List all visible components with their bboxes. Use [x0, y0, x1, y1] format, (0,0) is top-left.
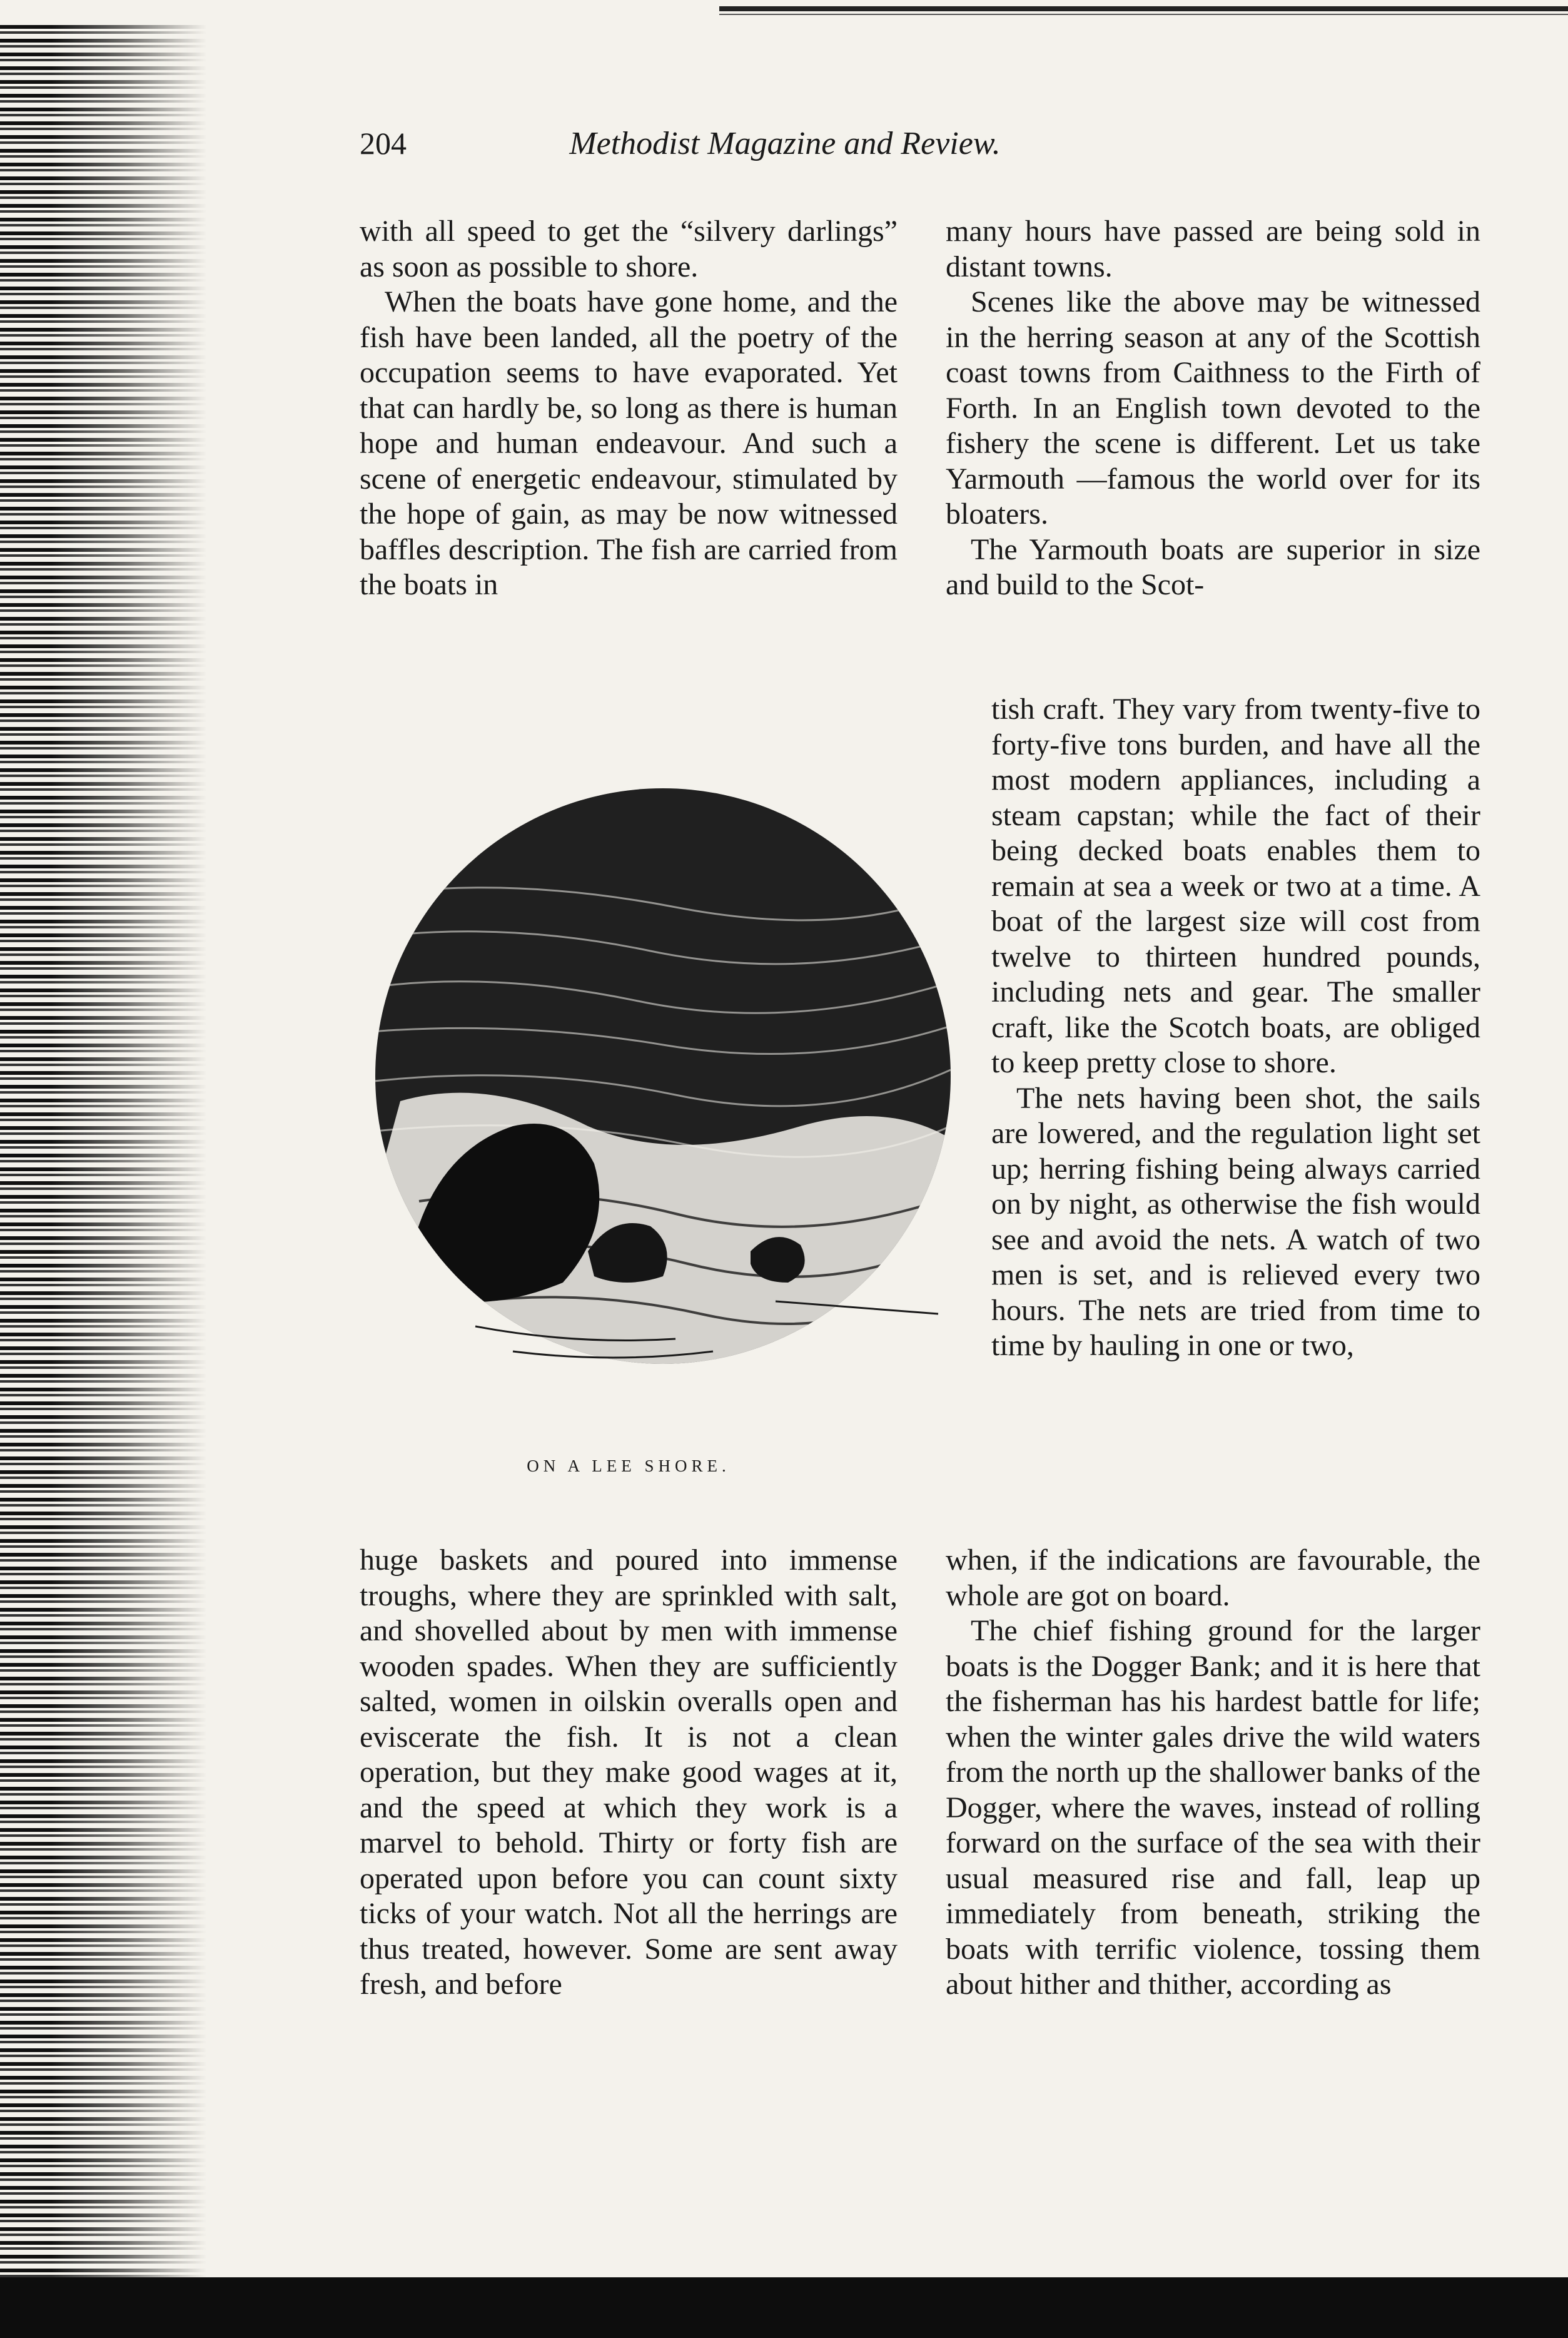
right-column-top	[946, 214, 1480, 603]
right-column-narrow	[991, 692, 1480, 1364]
paragraph: The nets having been shot, the sails are lowered, and the regulation light set up; herring fishing being always carried on by night, as otherwise the fish would see and avoid the nets. A watch of two men is set, and is relieved every two hours. The nets are tried from time to time by hauling in one or two,	[991, 1081, 1480, 1362]
top-rule-thin	[719, 14, 1568, 15]
scanned-binding-edge	[0, 25, 206, 2334]
right-column-bottom	[946, 1543, 1480, 2003]
paragraph: Scenes like the above may be witnessed in the herring season at any of the Scottish coast towns from Caithness to the Firth of Forth. In an English town devoted to the fishery the scene is different. Let us take Yarmouth —famous the world over for its bloaters.	[946, 285, 1480, 531]
scanned-bottom-edge	[0, 2277, 1568, 2338]
paragraph: when, if the indications are favourable, the whole are got on board.	[946, 1543, 1480, 1612]
left-column-top	[360, 214, 898, 603]
page-header	[360, 125, 1210, 175]
paragraph: When the boats have gone home, and the fish have been landed, all the poetry of the occupation seems to have evaporated. Yet that can hardly be, so long as there is human hope and human endeavour. And such a scene of energetic endeavour, stimulated by the hope of gain, as may be now witnessed baffles description. The fish are carried from the boats in	[360, 285, 898, 601]
paragraph: tish craft. They vary from twenty-five to forty-five tons burden, and have all the most modern appliances, including a steam capstan; while the fact of their being decked boats enables them to remain at sea a week or two at a time. A boat of the largest size will cost from twelve to thirteen hundred pounds, including nets and gear. The smaller craft, like the Scotch boats, are obliged to keep pretty close to shore.	[991, 693, 1480, 1079]
top-rule	[719, 6, 1568, 11]
paragraph: with all speed to get the “silvery darlings” as soon as possible to shore.	[360, 215, 898, 283]
paragraph: many hours have passed are being sold in distant towns.	[946, 215, 1480, 283]
lee-shore-illustration	[325, 751, 976, 1376]
paragraph: huge baskets and poured into immense troughs, where they are sprinkled with salt, and shovelled about by men with immense wooden spades. When they are sufficiently salted, women in oilskin overalls open and eviscerate the fish. It is not a clean operation, but they make good wages at it, and the speed at which they work is a marvel to behold. Thirty or forty fish are operated upon before you can count sixty ticks of your watch. Not all the herrings are thus treated, however. Some are sent away fresh, and before	[360, 1543, 898, 2001]
paragraph: The Yarmouth boats are superior in size and build to the Scot-	[946, 532, 1480, 601]
illustration-caption: ON A LEE SHORE.	[527, 1456, 731, 1475]
paragraph: The chief fishing ground for the larger boats is the Dogger Bank; and it is here that the fisherman has his hardest battle for life; when the winter gales drive the wild waters from the north up the shallower banks of the Dogger, where the waves, instead of rolling forward on the surface of the sea with their usual measured rise and fall, leap up immediately from beneath, striking the boats with terrific violence, tossing them about hither and thither, according as	[946, 1614, 1480, 2001]
left-column-bottom	[360, 1543, 898, 2003]
running-title: Methodist Magazine and Review.	[569, 126, 1001, 161]
page-number: 204	[360, 126, 407, 161]
